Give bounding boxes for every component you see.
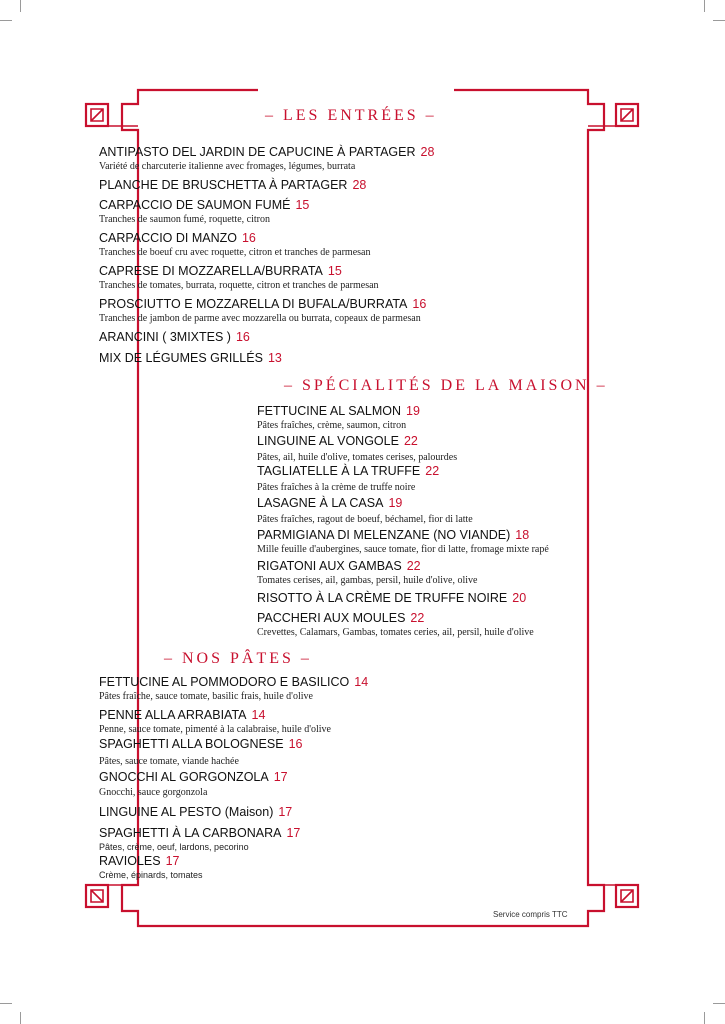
item-name: CARPACCIO DE SAUMON FUMÉ xyxy=(99,198,291,212)
item-description: Mille feuille d'aubergines, sauce tomate, fior di latte, fromage mixte rapé xyxy=(257,544,549,555)
item-description: Pâtes fraîche, sauce tomate, basilic frais, huile d'olive xyxy=(99,691,313,702)
item-price: 22 xyxy=(410,611,425,625)
section-title-specialites: – SPÉCIALITÉS DE LA MAISON – xyxy=(284,377,608,394)
menu-item xyxy=(99,852,203,881)
item-price: 18 xyxy=(515,528,530,542)
item-price: 19 xyxy=(388,496,403,510)
item-description: Crème, épinards, tomates xyxy=(99,870,203,880)
item-name: SPAGHETTI ALLA BOLOGNESE xyxy=(99,737,284,751)
menu-item xyxy=(99,176,366,194)
item-name: CARPACCIO DI MANZO xyxy=(99,231,237,245)
menu-item xyxy=(257,462,439,493)
item-price: 14 xyxy=(354,675,369,689)
item-description: Pâtes, crème, oeuf, lardons, pecorino xyxy=(99,842,249,852)
item-price: 16 xyxy=(241,231,256,245)
item-price: 22 xyxy=(406,559,421,573)
menu-item xyxy=(99,143,434,172)
menu-item xyxy=(257,494,473,525)
menu-item xyxy=(257,557,478,586)
item-price: 17 xyxy=(286,826,301,840)
item-name: LASAGNE À LA CASA xyxy=(257,496,384,510)
menu-item xyxy=(99,673,368,702)
menu-item xyxy=(257,402,420,431)
item-price: 17 xyxy=(165,854,180,868)
menu-item xyxy=(257,526,549,555)
item-price: 15 xyxy=(295,198,310,212)
item-name: PARMIGIANA DI MELENZANE (NO VIANDE) xyxy=(257,528,511,542)
section-title-entrees: – LES ENTRÉES – xyxy=(265,107,437,124)
item-price: 13 xyxy=(267,351,282,365)
item-name: RISOTTO À LA CRÈME DE TRUFFE NOIRE xyxy=(257,591,508,605)
item-description: Tranches de boeuf cru avec roquette, citron et tranches de parmesan xyxy=(99,247,371,258)
menu-item xyxy=(99,262,379,291)
item-description: Pâtes fraîches, crème, saumon, citron xyxy=(257,420,407,431)
item-name: ARANCINI ( 3MIXTES ) xyxy=(99,330,231,344)
item-name: FETTUCINE AL SALMON xyxy=(257,404,402,418)
item-price: 28 xyxy=(352,178,367,192)
menu-item xyxy=(99,196,309,225)
menu-item xyxy=(257,589,526,607)
item-description: Pâtes fraîches, ragout de boeuf, béchamel, fior di latte xyxy=(257,514,473,525)
item-price: 15 xyxy=(327,264,342,278)
item-description: Pâtes fraîches à la crème de truffe noire xyxy=(257,482,416,493)
item-description: Tranches de tomates, burrata, roquette, citron et tranches de parmesan xyxy=(99,280,379,291)
item-price: 16 xyxy=(235,330,250,344)
item-name: LINGUINE AL VONGOLE xyxy=(257,434,399,448)
item-price: 19 xyxy=(406,404,420,418)
item-price: 14 xyxy=(251,708,266,722)
item-price: 17 xyxy=(278,805,293,819)
menu-item xyxy=(99,706,331,735)
item-name: FETTUCINE AL POMMODORO E BASILICO xyxy=(99,675,350,689)
item-name: RAVIOLES xyxy=(99,854,161,868)
item-price: 17 xyxy=(273,770,288,784)
item-description: Tranches de saumon fumé, roquette, citron xyxy=(99,214,270,225)
item-name: SPAGHETTI À LA CARBONARA xyxy=(99,826,282,840)
menu-item xyxy=(99,349,282,367)
item-name: PROSCIUTTO E MOZZARELLA DI BUFALA/BURRATA xyxy=(99,297,408,311)
item-name: PLANCHE DE BRUSCHETTA À PARTAGER xyxy=(99,178,348,192)
item-name: ANTIPASTO DEL JARDIN DE CAPUCINE À PARTAGER xyxy=(99,145,416,159)
item-price: 16 xyxy=(412,297,427,311)
item-name: LINGUINE AL PESTO (Maison) xyxy=(99,805,274,819)
menu-item xyxy=(99,229,370,258)
menu-item xyxy=(99,824,300,853)
menu-item xyxy=(99,295,426,324)
menu-item xyxy=(99,803,292,821)
item-name: TAGLIATELLE À LA TRUFFE xyxy=(257,464,421,478)
item-price: 16 xyxy=(288,737,303,751)
item-description: Crevettes, Calamars, Gambas, tomates ceries, ail, persil, huile d'olive xyxy=(257,627,534,638)
item-name: MIX DE LÉGUMES GRILLÉS xyxy=(99,351,263,365)
menu-item xyxy=(257,609,534,638)
item-description: Gnocchi, sauce gorgonzola xyxy=(99,787,208,798)
item-name: PENNE ALLA ARRABIATA xyxy=(99,708,247,722)
section-title-pates: – NOS PÂTES – xyxy=(164,650,312,667)
item-name: RIGATONI AUX GAMBAS xyxy=(257,559,402,573)
item-price: 22 xyxy=(403,434,418,448)
menu-item xyxy=(99,768,288,798)
item-description: Penne, sauce tomate, pimenté à la calabraise, huile d'olive xyxy=(99,724,331,735)
item-price: 22 xyxy=(425,464,440,478)
item-description: Pâtes, ail, huile d'olive, tomates cerises, palourdes xyxy=(257,452,458,463)
item-description: Tranches de jambon de parme avec mozzarella ou burrata, copeaux de parmesan xyxy=(99,313,421,324)
item-name: PACCHERI AUX MOULES xyxy=(257,611,406,625)
menu-item xyxy=(99,735,302,767)
menu-item xyxy=(257,432,457,463)
service-note: Service compris TTC xyxy=(493,910,568,919)
item-description: Tomates cerises, ail, gambas, persil, huile d'olive, olive xyxy=(257,575,478,586)
item-description: Pâtes, sauce tomate, viande hachée xyxy=(99,756,239,767)
item-description: Variété de charcuterie italienne avec fromages, légumes, burrata xyxy=(99,161,356,172)
item-price: 28 xyxy=(420,145,435,159)
item-name: CAPRESE DI MOZZARELLA/BURRATA xyxy=(99,264,323,278)
item-price: 20 xyxy=(512,591,527,605)
item-name: GNOCCHI AL GORGONZOLA xyxy=(99,770,269,784)
menu-item xyxy=(99,328,250,346)
